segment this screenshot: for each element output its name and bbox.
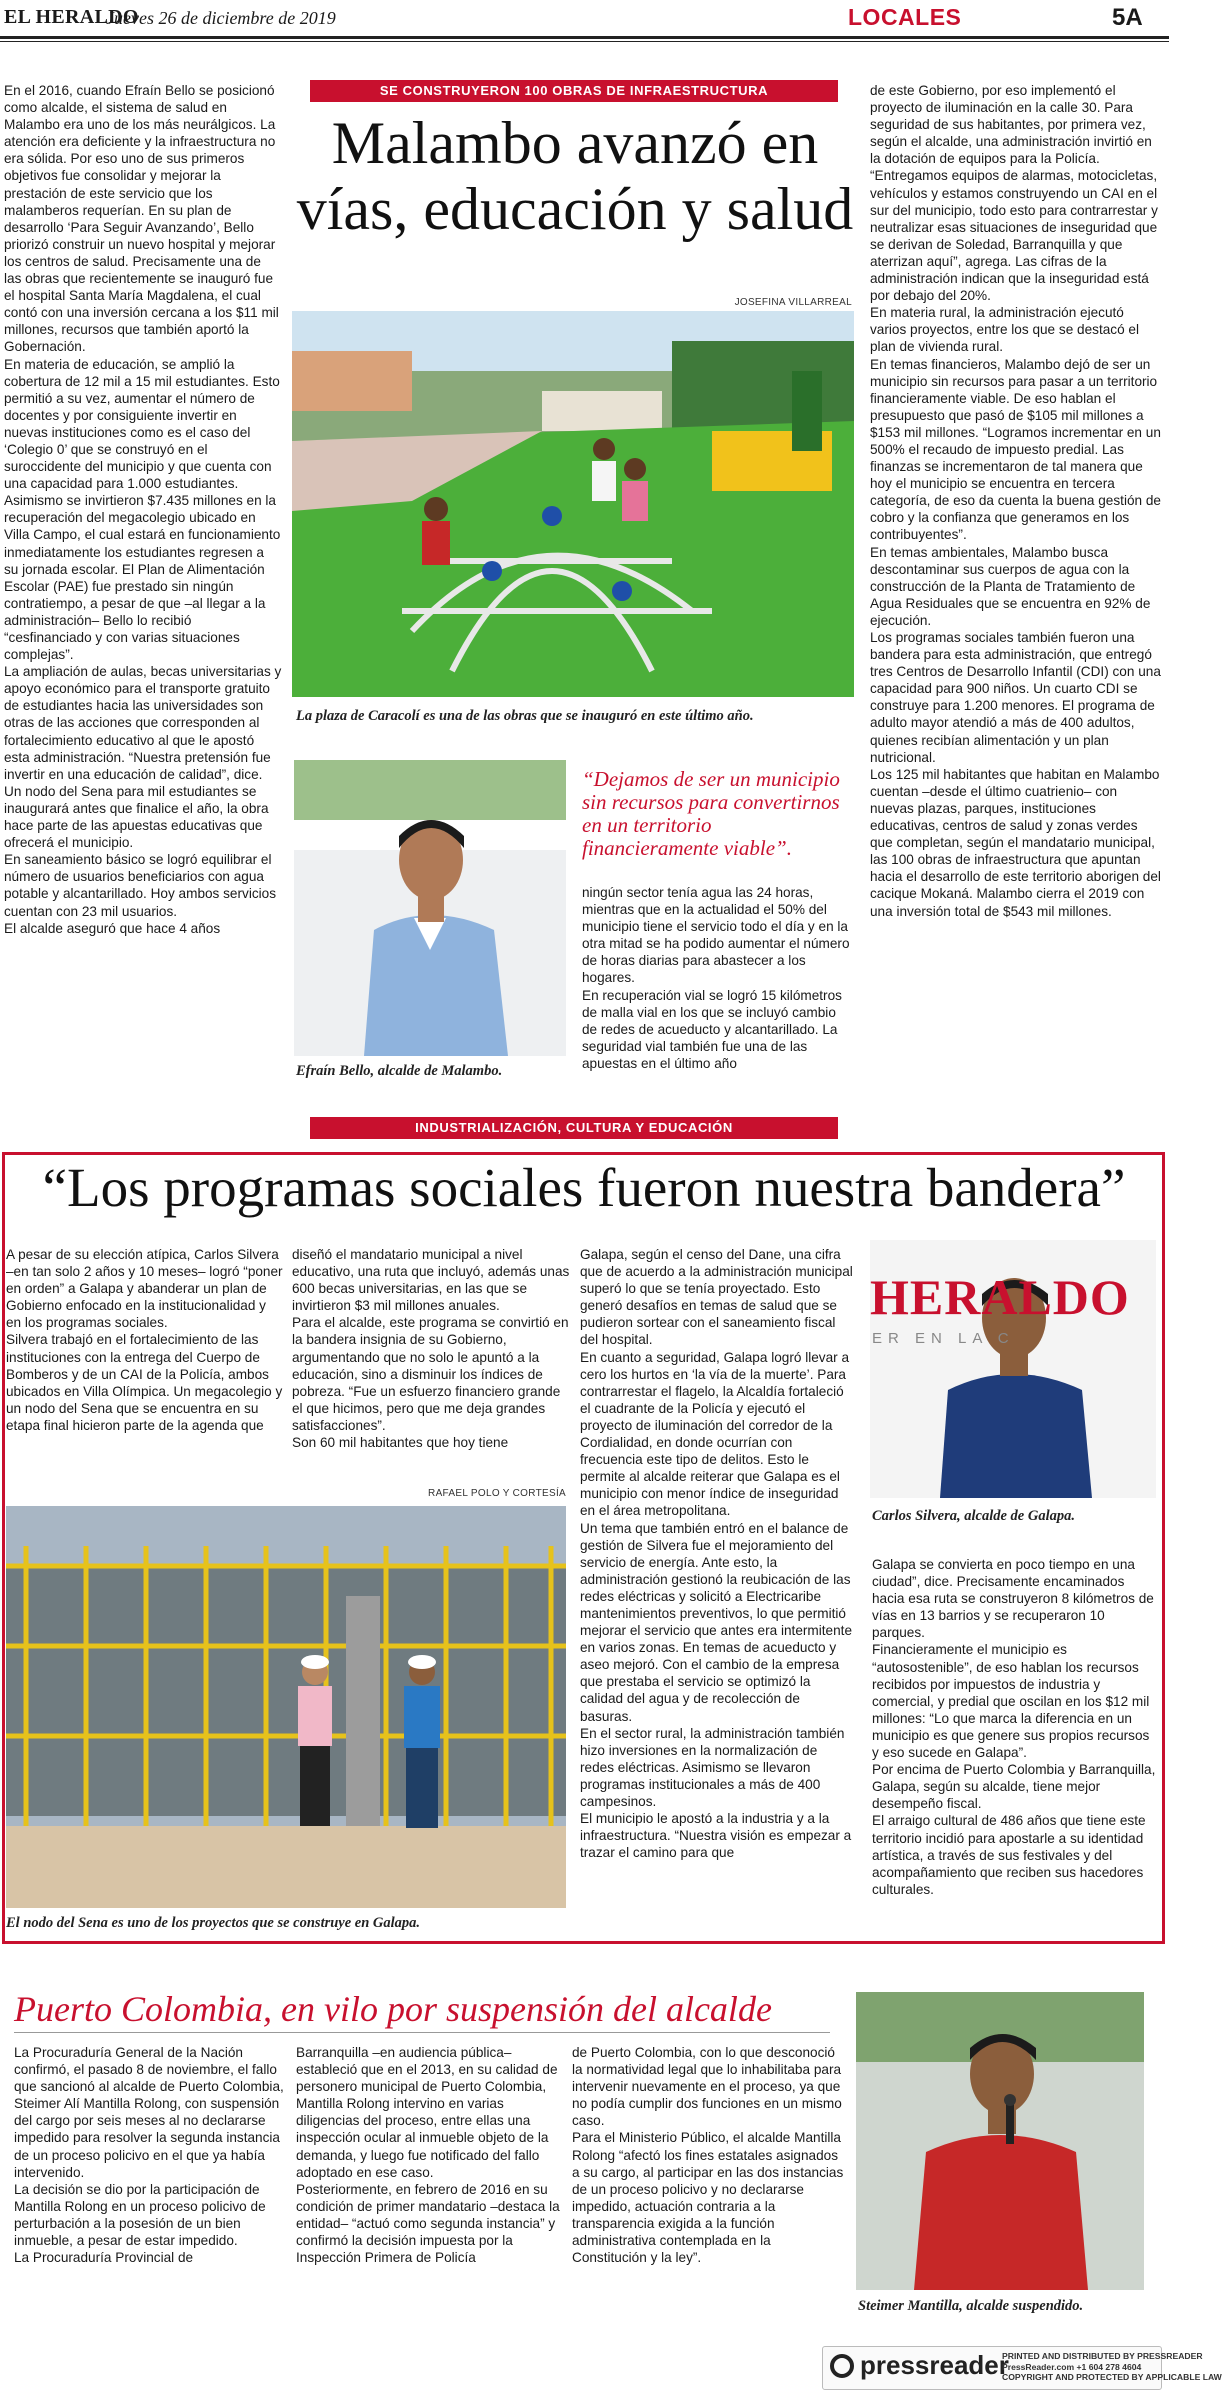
story2-headline: “Los programas sociales fueron nuestra bandera” <box>42 1157 1126 1218</box>
pressreader-line-3: COPYRIGHT AND PROTECTED BY APPLICABLE LAW <box>1002 2372 1222 2382</box>
page-number: 5A <box>1112 4 1143 31</box>
story2-column-1: A pesar de su elección atípica, Carlos Silvera –en tan solo 2 años y 10 meses– logró “poner en orden” a Galapa y abanderar un plan de Gobierno enfocado en la institucionalidad y en los programas sociales. Silvera trabajó en el fortalecimiento de las instituciones con la entrega del Cuerpo de Bomberos y de un CAI de la Policía, ambos ubicados en Villa Olímpica. Un megacolegio y un nodo del Sena que se encuentra en su etapa final hicieron parte de la agenda que <box>6 1247 283 1433</box>
playground-photo-illustration <box>292 311 854 697</box>
story2-column-2: diseñó el mandatario municipal a nivel educativo, una ruta que incluyó, además unas 600 becas universitarias, en las que se invirtieron $3 mil millones anuales. Para el alcalde, este programa se convirtió en la bandera insignia de su Gobierno, argumentando que no solo le apuntó a la educación, sino a disminuir los índices de pobreza. “Fue un esfuerzo financiero grande el que hicimos, pero que me deja grandes satisfacciones”. Son 60 mil habitantes que hoy tiene <box>292 1247 570 1451</box>
sena-construction-illustration <box>6 1506 566 1908</box>
story1-headline-line1: Malambo avanzó en <box>331 110 819 176</box>
story1-kicker: SE CONSTRUYERON 100 OBRAS DE INFRAESTRUCTURA <box>310 80 838 102</box>
story1-photo-credit: JOSEFINA VILLARREAL <box>734 297 852 308</box>
sena-construction-photo <box>6 1506 566 1908</box>
efrain-bello-portrait <box>294 760 566 1056</box>
steimer-mantilla-portrait-illustration <box>856 1992 1144 2290</box>
story1-pull-quote: “Dejamos de ser un municipio sin recursos para convertirnos en un territorio financieramente viable”. <box>582 767 840 860</box>
backdrop-sub-text: ER EN LA C <box>872 1330 1015 1347</box>
story1-headline-line2: vías, educación y salud <box>296 176 854 242</box>
pressreader-logo: pressreader <box>860 2350 1009 2380</box>
playground-photo <box>292 311 854 697</box>
efrain-bello-caption: Efraín Bello, alcalde de Malambo. <box>296 1063 503 1079</box>
pressreader-line-2: PressReader.com +1 604 278 4604 <box>1002 2361 1142 2372</box>
section-name: LOCALES <box>848 4 962 30</box>
story1-column-1: En el 2016, cuando Efraín Bello se posicionó como alcalde, el sistema de salud en Malambo era uno de los más neurálgicos. La atención era deficiente y la infraestructura no era sólida. Por eso uno de sus primeros objetivos fue consolidar y mejorar la prestación de este servicio que los malamberos requerían. En su plan de desarrollo ‘Para Seguir Avanzando’, Bello priorizó construir un nuevo hospital y mejorar los centros de salud. Precisamente una de las obras que recientemente se inauguró fue el hospital Santa María Magdalena, el cual contó con una inversión cercana a los $11 mil millones, recursos que también aportó la Gobernación. En materia de educación, se amplió la cobertura de 12 mil a 15 mil estudiantes. Esto permitió a su vez, aumentar el número de docentes y por consiguiente invertir en nuevas instituciones como es el caso del ‘Colegio 0’ que se construyó en el suroccidente del municipio y que cuenta con una capacidad para 1.000 estudiantes. Asimismo se invirtieron $7.435 millones en la recuperación del megacolegio ubicado en Villa Campo, el cual estará en funcionamiento inmediatamente los estudiantes regresen a su jornada escolar. El Plan de Alimentación Escolar (PAE) fue prestado sin ningún contratiempo, a pesar de que –al llegar a la administración– Bello lo recibió “cesfinanciado y con varias situaciones complejas”. La ampliación de aulas, becas universitarias y apoyo económico para el transporte gratuito de estudiantes hacia las universidades son otras de las acciones que corresponden al fortalecimiento educativo al que le apostó esta administración. “Nuestra pretensión fue invertir en una educación de calidad”, dice. Un nodo del Sena para mil estudiantes se inaugurará antes que finalice el año, la obra hace parte de las apuestas educativas que ofrecerá el municipio. En saneamiento básico se logró equilibrar el número de usuarios beneficiarios con agua potable y alcantarillado. Hoy ambos servicios cuentan con 23 mil usuarios. El alcalde aseguró que hace 4 años <box>4 83 282 936</box>
story3-column-3: de Puerto Colombia, con lo que desconoció la normatividad legal que lo inhabilitaba para intervenir nuevamente en el proceso, ya que no podía cumplir dos funciones en un mismo caso. Para el Ministerio Público, el alcalde Mantilla Rolong “afectó los fines estatales asignados a su cargo, al participar en las dos instancias de un proceso policivo y no declararse impedido, actuación contraria a la transparencia exigida a la función administrativa contemplada en la Constitución y la ley”. <box>572 2045 844 2266</box>
story2-kicker: INDUSTRIALIZACIÓN, CULTURA Y EDUCACIÓN <box>310 1117 838 1139</box>
story2-photo-credit: RAFAEL POLO Y CORTESÍA <box>428 1488 566 1499</box>
newspaper-name: EL HERALDO <box>4 6 139 28</box>
efrain-bello-portrait-illustration <box>294 760 566 1056</box>
masthead-rule <box>0 36 1169 42</box>
pressreader-notice <box>1002 2351 1222 2383</box>
story3-headline: Puerto Colombia, en vilo por suspensión del alcalde <box>14 1989 772 2029</box>
story1-headline <box>292 110 858 242</box>
story2-column-3: Galapa, según el censo del Dane, una cifra que de acuerdo a la administración municipal superó lo que se tenía proyectado. Esto generó desafíos en temas de salud que se pudieron sortear con el saneamiento fiscal del hospital. En cuanto a seguridad, Galapa logró llevar a cero los hurtos en ‘la vía de la muerte’. Para contrarrestar el flagelo, la Alcaldía fortaleció el cuadrante de la Policía y ejecutó el proyecto de iluminación del corredor de la Cordialidad, en donde ocurrían con frecuencia este tipo de delitos. Esto le permite al alcalde reiterar que Galapa es el municipio con menor índice de inseguridad en el área metropolitana. Un tema que también entró en el balance de gestión de Silvera fue el mejoramiento del servicio de energía. Ante esto, la administración gestionó la reubicación de las redes eléctricas y solicitó a Electricaribe mantenimientos preventivos, lo que permitió mejorar el servicio que antes era intermitente en varios zonas. En temas de acueducto y aseo mejoró. Con el cambio de la empresa que prestaba el servicio se optimizó la calidad del agua y de recolección de basuras. En el sector rural, la administración también hizo inversiones en la normalización de redes eléctricas. Asimismo se llevaron programas institucionales a más de 400 campesinos. El municipio le apostó a la industria y a la infraestructura. “Nuestra visión es empezar a trazar el camino para que <box>580 1247 853 1861</box>
story1-column-mid: ningún sector tenía agua las 24 horas, mientras que en la actualidad el 50% del municipio tiene el servicio todo el día y en la otra mitad se ha podido aumentar el número de horas diarias para abastecer a los hogares. En recuperación vial se logró 15 kilómetros de malla vial en los que se incluyó cambio de redes de acueducto y alcantarillado. La seguridad vial también fue una de las apuestas en el último año <box>582 885 850 1071</box>
playground-photo-caption: La plaza de Caracolí es una de las obras que se inauguró en este último año. <box>296 708 754 724</box>
pressreader-line-1: PRINTED AND DISTRIBUTED BY PRESSREADER <box>1002 2351 1203 2361</box>
steimer-mantilla-portrait <box>856 1992 1144 2290</box>
steimer-mantilla-caption: Steimer Mantilla, alcalde suspendido. <box>858 2298 1084 2314</box>
story3-column-1: La Procuraduría General de la Nación confirmó, el pasado 8 de noviembre, el fallo que sancionó al alcalde de Puerto Colombia, Steimer Alí Mantilla Rolong, con suspensión del cargo por seis meses al no declararse impedido para resolver la segunda instancia de un proceso policivo en el que ya había intervenido. La decisión se dio por la participación de Mantilla Rolong en un proceso policivo de perturbación a la posesión de un bien inmueble, a pesar de estar impedido. La Procuraduría Provincial de <box>14 2045 284 2266</box>
story2-column-4: Galapa se convierta en poco tiempo en una ciudad”, dice. Precisamente encaminados hacia esa ruta se construyeron 8 kilómetros de vías en 13 barrios y se recuperaron 10 parques. Financieramente el municipio es “autosostenible”, de eso hablan los recursos recibidos por impuestos de industria y comercial, y predial que oscilan en los $12 mil millones: “Lo que marca la diferencia en un municipio es que genere sus propios recursos y eso sucede en Galapa”. Por encima de Puerto Colombia y Barranquilla, Galapa, según su alcalde, tiene mejor desempeño fiscal. El arraigo cultural de 486 años que tiene este territorio incidió para apostarle a su identidad artística, a través de sus festivales y del acompañamiento que reciben sus hacedores culturales. <box>872 1557 1156 1897</box>
sena-photo-caption: El nodo del Sena es uno de los proyectos que se construye en Galapa. <box>6 1915 421 1931</box>
issue-date: Jueves 26 de diciembre de 2019 <box>106 8 336 28</box>
carlos-silvera-caption: Carlos Silvera, alcalde de Galapa. <box>872 1508 1075 1524</box>
story3-rule <box>14 2032 830 2033</box>
backdrop-logo-text: HERALDO <box>870 1269 1130 1325</box>
story3-column-2: Barranquilla –en audiencia pública– estableció que en el 2013, en su calidad de personero municipal de Puerto Colombia, Mantilla Rolong intervino en varias diligencias del proceso, entre ellas una inspección ocular al inmueble objeto de la demanda, y luego fue notificado del fallo adoptado en ese caso. Posteriormente, en febrero de 2016 en su condición de primer mandatario –destaca la entidad– “actuó como segunda instancia” y confirmó la decisión impuesta por la Inspección Primera de Policía <box>296 2045 560 2266</box>
story1-column-3: de este Gobierno, por eso implementó el proyecto de iluminación en la calle 30. Para seguridad de sus habitantes, por primera vez, según el alcalde, una administración invirtió en la dotación de equipos para la Policía. “Entregamos equipos de alarmas, motocicletas, vehículos y estamos construyendo un CAI en el sur del municipio, todo esto para contrarrestar y neutralizar esas situaciones de inseguridad que se derivan de Soledad, Barranquilla y que aterrizan aquí”, agrega. Las cifras de la administración indican que la inseguridad está por debajo del 20%. En materia rural, la administración ejecutó varios proyectos, entre los que se destacó el plan de vivienda rural. En temas financieros, Malambo dejó de ser un municipio sin recursos para pasar a un territorio financieramente viable. De eso hablan el presupuesto que pasó de $105 mil millones a $153 mil millones. “Logramos incrementar en un 500% el recaudo de impuesto predial. Las finanzas se incrementaron de tal manera que hoy el municipio se encuentra en tercera categoría, de eso da cuenta la buena gestión de cobro y la confianza que generamos en los contribuyentes”. En temas ambientales, Malambo busca descontaminar sus cuerpos de agua con la construcción de la Planta de Tratamiento de Agua Residuales que se encuentra en 92% de ejecución. Los programas sociales también fueron una bandera para esta administración, que entregó tres Centros de Desarrollo Infantil (CDI) con una capacidad para 900 niños. Un cuarto CDI se construye para 1.200 menores. El programa de adulto mayor atendió a más de 400 adultos, quienes recibían alimentación y un plan nutricional. Los 125 mil habitantes que habitan en Malambo cuentan –desde el último cuatrienio– con nuevas plazas, parques, instituciones educativas, centros de salud y zonas verdes que completan, según el mandatario municipal, las 100 obras de infraestructura que apuntan hacia el desarrollo de este territorio aborigen del cacique Mokaná. Malambo cierra el 2019 con una inversión total de $543 mil millones. <box>870 83 1161 919</box>
pressreader-logo-icon <box>830 2354 854 2378</box>
